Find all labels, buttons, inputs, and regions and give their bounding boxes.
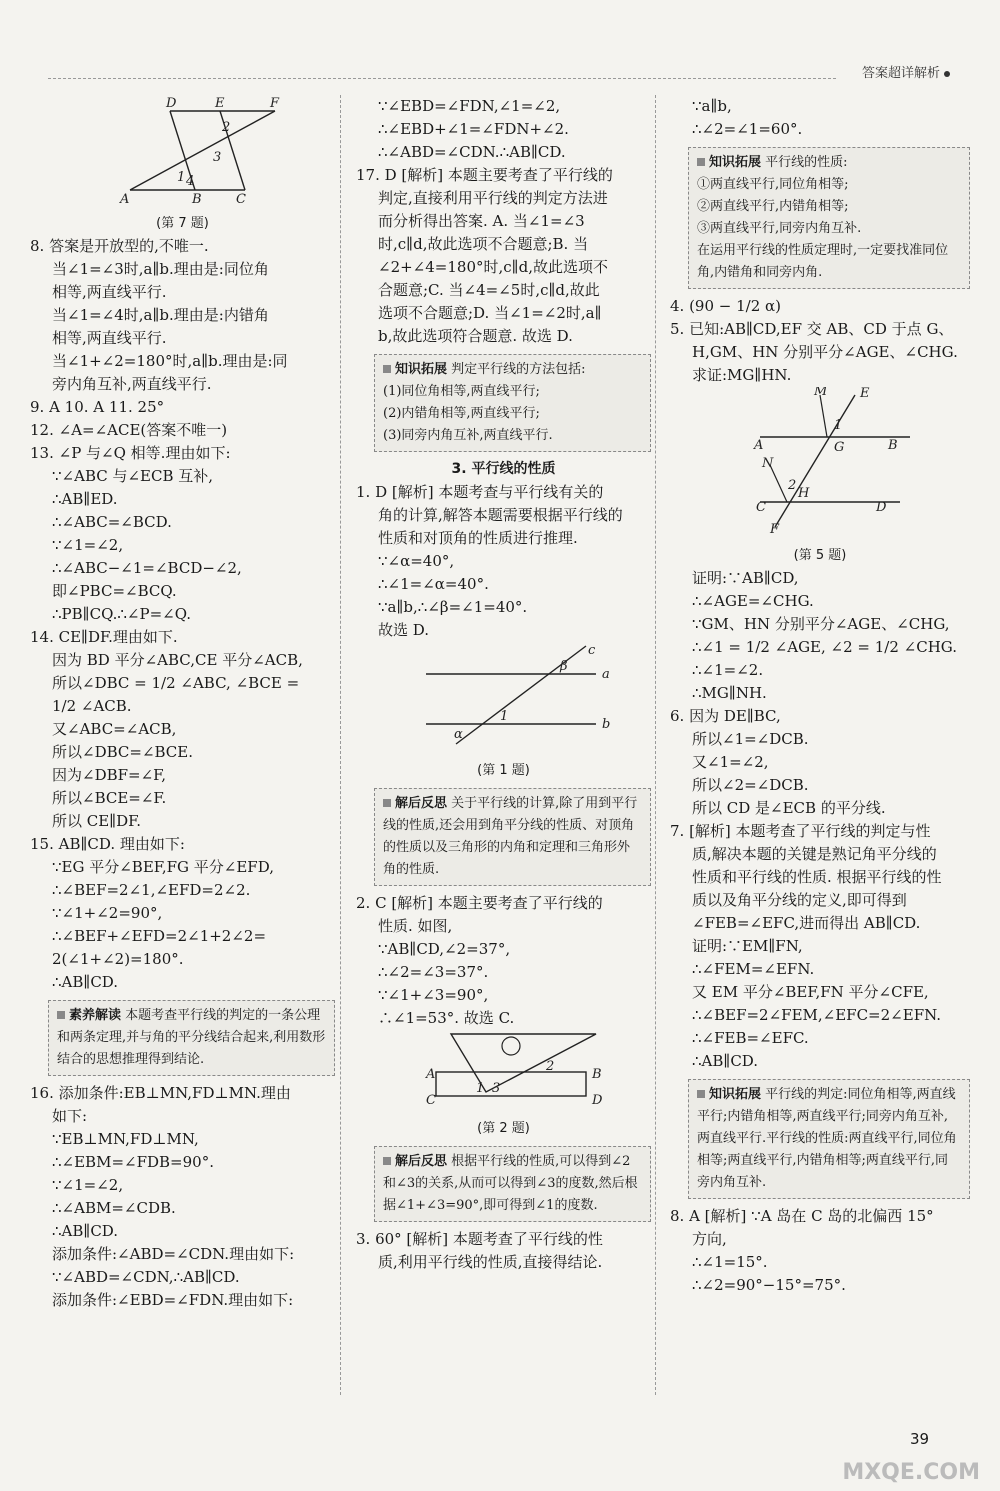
answer-line: 所以∠DBC=∠BCE.	[52, 743, 194, 761]
tip-box-text: 平行线的判定:同位角相等,两直线平行;内错角相等,两直线平行;同旁内角互补,两直线平行.平行线的性质:两直线平行,同位角相等;两直线平行,内错角相等;两直线平行,同旁内角互补.	[697, 1087, 957, 1190]
tip-box-line: ③两直线平行,同旁内角互补.	[697, 221, 862, 236]
answer-line: 因为∠DBF=∠F,	[52, 766, 167, 784]
answer-line: H,GM、HN 分别平分∠AGE、∠CHG.	[692, 343, 958, 361]
answer-line: 添加条件:∠EBD=∠FDN.理由如下:	[52, 1291, 294, 1309]
reflection-box-text: 根据平行线的性质,可以得到∠2和∠3的关系,从而可以得到∠3的度数,然后根据∠1+∠3=90°,即可得到∠1的度数.	[383, 1154, 638, 1213]
answer-line: 又 EM 平分∠BEF,FN 平分∠CFE,	[692, 983, 929, 1001]
fig1-caption: (第 1 题)	[477, 763, 530, 778]
answer-line: ∠2+∠4=180°时,c∥d,故此选项不	[378, 258, 608, 276]
answer-line: 所以∠DBC = 1/2 ∠ABC, ∠BCE =	[52, 674, 300, 692]
answer-line: ∴AB∥ED.	[52, 490, 118, 508]
tip-box-line: ①两直线平行,同位角相等;	[697, 177, 849, 192]
answer-line: 3. 60° [解析] 本题考查了平行线的性	[356, 1230, 603, 1248]
fig7-label-e: E	[215, 96, 225, 111]
header-rule	[48, 78, 836, 79]
answer-line: 所以∠2=∠DCB.	[692, 776, 809, 794]
tip-box-title: 知识拓展	[383, 362, 447, 377]
fig5-label-n: N	[762, 456, 774, 471]
fig2-label-b: B	[592, 1067, 602, 1082]
fig2-label-2: 2	[546, 1059, 555, 1074]
answer-line: ∵∠1=∠2,	[52, 1176, 124, 1194]
answer-line: ∴∠ABC−∠1=∠BCD−∠2,	[52, 559, 242, 577]
answer-line: ∵∠1+∠2=90°,	[52, 904, 163, 922]
fig5-label-b: B	[888, 438, 898, 453]
reflection-box-title: 解后反思	[383, 796, 447, 811]
fig7-label-d: D	[166, 96, 177, 111]
answer-line: b,故此选项符合题意. 故选 D.	[378, 327, 573, 345]
answer-line: 当∠1=∠4时,a∥b.理由是:内错角	[52, 306, 269, 324]
answer-line: 所以∠1=∠DCB.	[692, 730, 809, 748]
answer-line: ∴∠EBM=∠FDB=90°.	[52, 1153, 214, 1171]
answer-line: 当∠1+∠2=180°时,a∥b.理由是:同	[52, 352, 288, 370]
answer-line: ∴∠BEF=2∠1,∠EFD=2∠2.	[52, 881, 251, 899]
answer-line: ∴∠1=∠2.	[692, 661, 764, 679]
tip-box	[688, 147, 970, 289]
answer-line: ∵AB∥CD,∠2=37°,	[378, 940, 511, 958]
answer-line: ∠FEB=∠EFC,进而得出 AB∥CD.	[692, 914, 921, 932]
answer-line: ∴∠ABD=∠CDN.∴AB∥CD.	[378, 143, 566, 161]
answer-line: 14. CE∥DF.理由如下.	[30, 628, 178, 646]
answer-line: ∴∠2=∠3=37°.	[378, 963, 489, 981]
section-title: 3. 平行线的性质	[451, 461, 556, 477]
tip-box-line: (3)同旁内角互补,两直线平行.	[383, 428, 553, 443]
answer-line: 性质. 如图,	[378, 917, 453, 935]
answer-line: ∴∠EBD+∠1=∠FDN+∠2.	[378, 120, 569, 138]
answer-line: 选项不合题意;D. 当∠1=∠2时,a∥	[378, 304, 602, 322]
fig7-label-b: B	[192, 192, 202, 205]
answer-line: ∵EB⊥MN,FD⊥MN,	[52, 1130, 199, 1148]
column-divider	[655, 95, 656, 1395]
answer-line: 性质和对顶角的性质进行推理.	[378, 529, 578, 547]
tip-box-title: 知识拓展	[697, 1087, 761, 1102]
answer-line: ∴AB∥CD.	[692, 1052, 759, 1070]
reflection-box	[374, 1146, 651, 1222]
reflection-box	[374, 788, 651, 886]
answer-line: ∴∠FEB=∠EFC.	[692, 1029, 809, 1047]
fig5-label-e: E	[860, 387, 870, 401]
fig2-label-c: C	[426, 1093, 436, 1108]
answer-line: 合题意;C. 当∠4=∠5时,c∥d,故此	[378, 281, 600, 299]
answer-line: ∴∠FEM=∠EFN.	[692, 960, 815, 978]
answer-line: 质,解决本题的关键是熟记角平分线的	[692, 845, 937, 863]
figure-5	[670, 387, 960, 537]
fig2-caption: (第 2 题)	[477, 1121, 530, 1136]
answer-line: 证明:∵EM∥FN,	[692, 937, 803, 955]
fig2-label-3: 3	[492, 1081, 501, 1096]
answer-line: 6. 因为 DE∥BC,	[670, 707, 781, 725]
answer-line: ∴∠2=90°−15°=75°.	[692, 1276, 846, 1294]
answer-line: 质以及角平分线的定义,即可得到	[692, 891, 907, 909]
fig5-label-g: G	[834, 440, 845, 455]
tip-box	[374, 354, 651, 452]
reflection-box-text: 关于平行线的计算,除了用到平行线的性质,还会用到角平分线的性质、对顶角的性质以及三角形的内角和定理和三角形外角的性质.	[383, 796, 638, 877]
fig5-label-2: 2	[788, 478, 797, 493]
answer-line: 如下:	[52, 1107, 88, 1125]
answer-line: 17. D [解析] 本题主要考查了平行线的	[356, 166, 613, 184]
answer-line: ∵a∥b,	[692, 97, 732, 115]
answer-line: 性质和平行线的性质. 根据平行线的性	[692, 868, 942, 886]
answer-line: 7. [解析] 本题考查了平行线的判定与性	[670, 822, 931, 840]
answer-line: 相等,两直线平行.	[52, 329, 167, 347]
answer-line: 添加条件:∠ABD=∠CDN.理由如下:	[52, 1245, 295, 1263]
answer-line: 故选 D.	[378, 621, 430, 639]
fig7-label-f: F	[270, 96, 280, 111]
answer-line: 所以∠BCE=∠F.	[52, 789, 167, 807]
fig7-caption: (第 7 题)	[156, 216, 209, 231]
tip-box-line: (2)内错角相等,两直线平行;	[383, 406, 540, 421]
header-dot-icon	[944, 71, 950, 77]
answer-line: 旁内角互补,两直线平行.	[52, 375, 212, 393]
tip-box-line: 在运用平行线的性质定理时,一定要找准同位角,内错角和同旁内角.	[697, 243, 949, 280]
answer-line: 即∠PBC=∠BCQ.	[52, 582, 177, 600]
answer-line: 1. D [解析] 本题考查与平行线有关的	[356, 483, 604, 501]
answer-line: 质,利用平行线的性质,直接得结论.	[378, 1253, 603, 1271]
tip-box	[48, 1000, 335, 1076]
answer-line: 8. 答案是开放型的,不唯一.	[30, 237, 209, 255]
fig5-label-f: F	[770, 522, 780, 537]
answer-line: ∴MG∥NH.	[692, 684, 767, 702]
column-2	[356, 95, 651, 1274]
fig5-label-d: D	[876, 500, 887, 515]
tip-box-text: 本题考查平行线的判定的一条公理和两条定理,并与角的平分线结合起来,利用数形结合的思想推理得到结论.	[57, 1008, 326, 1067]
answer-line: ∵∠ABD=∠CDN,∴AB∥CD.	[52, 1268, 240, 1286]
fig7-label-c: C	[236, 192, 246, 205]
answer-line: ∴∠BEF+∠EFD=2∠1+2∠2=	[52, 927, 267, 945]
fig7-label-4: 4	[186, 174, 195, 189]
answer-line: 因为 BD 平分∠ABC,CE 平分∠ACB,	[52, 651, 303, 669]
reflection-box-title: 解后反思	[383, 1154, 447, 1169]
fig2-label-1: 1	[476, 1081, 485, 1096]
answer-line: ∴∠ABC=∠BCD.	[52, 513, 172, 531]
answer-line: 2(∠1+∠2)=180°.	[52, 950, 184, 968]
answer-line: 所以 CE∥DF.	[52, 812, 141, 830]
fig1-label-1: 1	[500, 709, 509, 724]
answer-line: ∵∠ABC 与∠ECB 互补,	[52, 467, 214, 485]
answer-line: 证明:∵AB∥CD,	[692, 569, 799, 587]
answer-line: ∵∠α=40°,	[378, 552, 455, 570]
watermark: MXQE.COM	[842, 1460, 980, 1485]
fig5-label-a: A	[754, 438, 764, 453]
answer-line: ∴∠ABM=∠CDB.	[52, 1199, 176, 1217]
answer-line: ∵∠1=∠2,	[52, 536, 124, 554]
answer-line: 1/2 ∠ACB.	[52, 697, 132, 715]
tip-box-line: ②两直线平行,内错角相等;	[697, 199, 849, 214]
answer-line: 15. AB∥CD. 理由如下:	[30, 835, 185, 853]
answer-line: 时,c∥d,故此选项不合题意;B. 当	[378, 235, 589, 253]
fig1-label-b: b	[602, 717, 611, 732]
answer-line: ∴PB∥CQ.∴∠P=∠Q.	[52, 605, 192, 623]
answer-line: ∵EG 平分∠BEF,FG 平分∠EFD,	[52, 858, 274, 876]
fig7-label-a: A	[120, 192, 130, 205]
fig1-label-a: a	[602, 667, 610, 682]
fig5-label-m: M	[814, 387, 828, 399]
answer-line: 所以 CD 是∠ECB 的平分线.	[692, 799, 886, 817]
fig1-label-c: c	[588, 643, 596, 658]
answer-line: 9. A 10. A 11. 25°	[30, 398, 165, 416]
answer-line: ∵∠1+∠3=90°,	[378, 986, 489, 1004]
answer-line: 4. (90 − 1/2 α)	[670, 297, 782, 315]
figure-1	[356, 642, 646, 752]
fig1-label-alpha: α	[454, 727, 463, 742]
fig5-label-1: 1	[834, 418, 843, 433]
answer-line: 当∠1=∠3时,a∥b.理由是:同位角	[52, 260, 269, 278]
answer-line: 方向,	[692, 1230, 727, 1248]
column-divider	[340, 95, 341, 1395]
answer-line: 8. A [解析] ∵A 岛在 C 岛的北偏西 15°	[670, 1207, 934, 1225]
answer-line: ∴∠BEF=2∠FEM,∠EFC=2∠EFN.	[692, 1006, 942, 1024]
answer-line: 12. ∠A=∠ACE(答案不唯一)	[30, 421, 228, 439]
figure-2	[356, 1030, 646, 1110]
tip-box-line: 平行线的性质:	[765, 155, 848, 170]
fig5-label-c: C	[756, 500, 766, 515]
answer-line: ∴∠AGE=∠CHG.	[692, 592, 814, 610]
fig2-label-d: D	[592, 1093, 603, 1108]
fig7-label-3: 3	[213, 150, 222, 165]
tip-box-title: 素养解读	[57, 1008, 121, 1023]
fig5-label-h: H	[798, 486, 810, 501]
answer-line: 求证:MG∥HN.	[692, 366, 792, 384]
answer-line: ∵a∥b,∴∠β=∠1=40°.	[378, 598, 528, 616]
answer-line: 2. C [解析] 本题主要考查了平行线的	[356, 894, 603, 912]
answer-line: ∴∠2=∠1=60°.	[692, 120, 803, 138]
answer-line: ∴∠1=15°.	[692, 1253, 768, 1271]
figure-7	[30, 95, 330, 205]
answer-line: 而分析得出答案. A. 当∠1=∠3	[378, 212, 585, 230]
tip-box-title: 知识拓展	[697, 155, 761, 170]
answer-line: ∴∠1=53°. 故选 C.	[378, 1009, 515, 1027]
answer-line: ∴∠1=∠α=40°.	[378, 575, 489, 593]
answer-line: 13. ∠P 与∠Q 相等.理由如下:	[30, 444, 231, 462]
tip-box-line: (1)同位角相等,两直线平行;	[383, 384, 540, 399]
fig1-label-beta: β	[560, 659, 568, 674]
answer-line: 又∠ABC=∠ACB,	[52, 720, 177, 738]
header-title: 答案超详解析	[862, 62, 950, 81]
answer-line: 5. 已知:AB∥CD,EF 交 AB、CD 于点 G、	[670, 320, 954, 338]
fig2-label-a: A	[426, 1067, 436, 1082]
fig7-label-1: 1	[177, 170, 186, 185]
column-1	[30, 95, 335, 1312]
tip-box	[688, 1079, 970, 1199]
answer-line: 角的计算,解答本题需要根据平行线的	[378, 506, 623, 524]
page-number: 39	[910, 1430, 930, 1448]
answer-line: ∵∠EBD=∠FDN,∠1=∠2,	[378, 97, 561, 115]
answer-line: ∵GM、HN 分别平分∠AGE、∠CHG,	[692, 615, 950, 633]
column-3	[670, 95, 970, 1297]
tip-box-line: 判定平行线的方法包括:	[451, 362, 586, 377]
fig5-caption: (第 5 题)	[793, 548, 847, 563]
answer-line: ∴∠1 = 1/2 ∠AGE, ∠2 = 1/2 ∠CHG.	[692, 638, 958, 656]
fig7-label-2: 2	[222, 120, 231, 135]
answer-line: 16. 添加条件:EB⊥MN,FD⊥MN.理由	[30, 1084, 291, 1102]
answer-line: ∴AB∥CD.	[52, 1222, 119, 1240]
answer-line: 判定,直接利用平行线的判定方法进	[378, 189, 608, 207]
answer-line: 相等,两直线平行.	[52, 283, 167, 301]
answer-line: 又∠1=∠2,	[692, 753, 769, 771]
answer-line: ∴AB∥CD.	[52, 973, 119, 991]
